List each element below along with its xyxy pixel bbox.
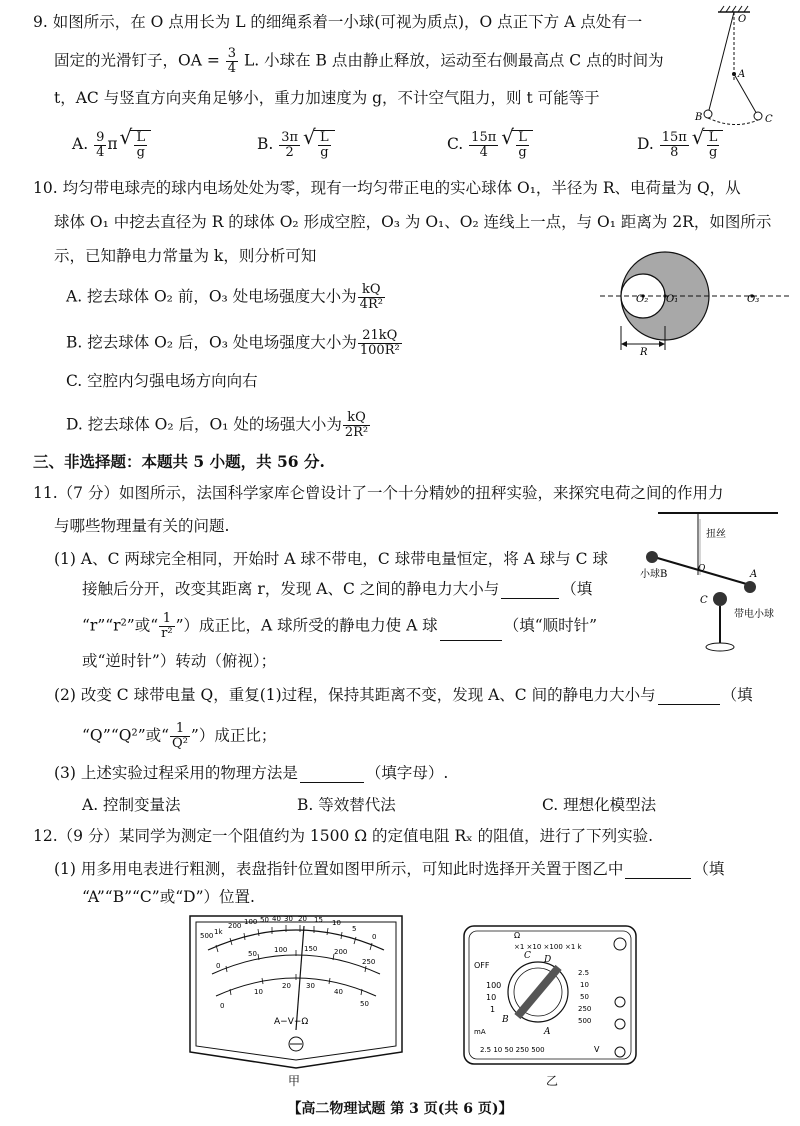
low-tick: 20 [282, 982, 291, 990]
q9-line3: t，AC 与竖直方向夹角足够小，重力加速度为 g，不计空气阻力，则 t 可能等于 [54, 89, 600, 107]
ohm-tick: 20 [298, 915, 307, 923]
option-text: B. 挖去球体 O₂ 后，O₃ 处电场强度大小为 [66, 333, 357, 352]
frac-num: 1 [159, 612, 174, 627]
label-a: A [738, 69, 746, 80]
frac-num: 15π [661, 129, 687, 145]
q10-line1: 10. 均匀带电球壳的球内电场处处为零，现有一均匀带正电的实心球体 O₁，半径为 R、电荷量为 Q，从 [33, 179, 741, 197]
q11-p1-line4: 或“逆时针”）转动（俯视）； [82, 652, 277, 670]
low-tick: 40 [334, 988, 343, 996]
jack-icon [615, 997, 625, 1007]
ohm-tick: 40 [272, 915, 281, 923]
q12-p1-line2: “A”“B”“C”或“D”）位置. [82, 888, 255, 906]
mid-tick: 0 [216, 962, 221, 970]
text: “r”“r²”或“ [82, 616, 159, 635]
selector-ohm: Ω [514, 931, 521, 940]
label-c: C [765, 114, 773, 125]
selector-a: A [544, 1027, 551, 1037]
q11-option-a: A. 控制变量法 [82, 796, 181, 814]
frac-den: r² [161, 626, 173, 641]
multimeter-selector-yi [460, 922, 640, 1070]
selector-right: 50 [580, 993, 589, 1001]
jack-icon [615, 1047, 625, 1057]
frac-den: 2 [285, 144, 294, 160]
frac-den: g [320, 145, 329, 160]
figure-label-yi: 乙 [546, 1074, 559, 1088]
answer-blank[interactable] [440, 624, 502, 641]
ohm-tick: 0 [372, 933, 377, 941]
mid-tick: 50 [248, 950, 257, 958]
selector-right: 500 [578, 1017, 592, 1025]
selector-v: V [594, 1045, 600, 1054]
option-label: B. [257, 135, 274, 153]
selector-ma: mA [474, 1028, 486, 1036]
mid-tick: 150 [304, 945, 318, 953]
selector-right: 250 [578, 1005, 592, 1013]
figure-label-jia: 甲 [288, 1074, 301, 1088]
q11-p1-line3 [82, 612, 597, 641]
label-r: R [640, 347, 648, 356]
frac-num: √ L [708, 130, 718, 145]
frac-num: 3 [227, 46, 237, 61]
sqrt-l-over-g [314, 130, 335, 160]
q9-option-d [637, 130, 723, 160]
q12-p1-line1 [54, 859, 724, 879]
frac-num: 21kQ [358, 329, 402, 344]
text: (1) 用多用电表进行粗测，表盘指针位置如图甲所示，可知此时选择开关置于图乙中 [54, 860, 624, 878]
mid-tick: 200 [334, 948, 348, 956]
selector-right: 2.5 [578, 969, 590, 977]
frac-den: g [518, 145, 527, 160]
text: （填 [693, 860, 725, 878]
text: （填 [721, 686, 753, 704]
text: （填 [561, 580, 593, 598]
frac-den: 100R² [359, 343, 400, 358]
ohm-tick: 15 [314, 916, 323, 924]
answer-blank[interactable] [658, 688, 720, 705]
q11-option-c: C. 理想化模型法 [542, 796, 657, 814]
selector-left-10: 10 [486, 993, 497, 1002]
selector-left-1: 1 [490, 1005, 496, 1014]
mid-tick: 100 [274, 946, 288, 954]
label-c: C [700, 595, 708, 606]
frac-num: kQ [358, 283, 385, 298]
sqrt-l-over-g [130, 130, 151, 160]
frac-den: g [136, 145, 145, 160]
jack-icon [614, 938, 626, 950]
q11-p1-line1: (1) A、C 两球完全相同，开始时 A 球不带电，C 球带电量恒定，将 A 球与 C 球 [54, 550, 608, 568]
frac-den: 4R² [359, 297, 383, 312]
ohm-tick: 30 [284, 915, 293, 923]
label-charged-ball: 带电小球 [734, 609, 774, 620]
frac-num: √ L [136, 130, 146, 145]
text: (2) 改变 C 球带电量 Q，重复(1)过程，保持其距离不变，发现 A、C 间的静电力大小与 [54, 686, 656, 704]
label-o3: O₃ [747, 294, 760, 305]
label-o: O [738, 14, 747, 25]
option-label: D. [637, 135, 654, 153]
ohm-tick: 500 [200, 932, 214, 940]
page-footer: 【高二物理试题 第 3 页(共 6 页)】 [287, 1101, 513, 1117]
selector-b: B [502, 1015, 509, 1025]
section-heading: 三、非选择题：本题共 5 小题，共 56 分. [33, 452, 325, 471]
frac-num: √ L [320, 130, 329, 145]
frac-num: √ L [518, 130, 527, 145]
q9-line2-tail: L. 小球在 B 点由静止释放，运动至右侧最高点 C 点的时间为 [243, 51, 664, 70]
frac-den: 4 [96, 144, 105, 160]
label-o1: O₁ [666, 294, 679, 305]
option-text: D. 挖去球体 O₂ 后，O₁ 处的场强大小为 [66, 415, 342, 434]
q10-line3: 示，已知静电力常量为 k，则分析可知 [54, 247, 317, 265]
text: （填字母）. [365, 764, 449, 782]
text: “Q”“Q²”或“ [82, 726, 170, 745]
frac-den: 8 [670, 144, 679, 160]
selector-bottom: 2.5 10 50 250 500 [480, 1046, 545, 1054]
mid-tick: 250 [362, 958, 376, 966]
selector-d: D [544, 955, 552, 965]
q11-p1-line2 [82, 579, 592, 599]
q9-option-b [257, 130, 335, 160]
ohm-tick: 10 [332, 919, 341, 927]
ohm-tick: 5 [352, 925, 357, 933]
low-tick: 0 [220, 1002, 225, 1010]
torsion-balance-diagram [638, 505, 783, 660]
q9-line2-text: 固定的光滑钉子，OA = [54, 51, 220, 70]
ohm-tick: 200 [228, 922, 242, 930]
multimeter-dial-jia [186, 912, 406, 1070]
q9-line2 [54, 47, 664, 76]
jack-icon [615, 1019, 625, 1029]
selector-off: OFF [474, 961, 490, 970]
q10-option-c: C. 空腔内匀强电场方向向右 [66, 372, 258, 390]
label-torsion-wire: 扭丝 [706, 529, 726, 540]
q10-option-d [66, 411, 371, 440]
label-o2: O₂ [636, 294, 649, 305]
low-tick: 10 [254, 988, 263, 996]
option-label: A. [72, 135, 89, 153]
option-label: C. [447, 135, 464, 153]
selector-ohm-ranges: ×1 ×10 ×100 ×1 k [514, 943, 582, 951]
selector-left-100: 100 [486, 981, 502, 990]
selector-right: 10 [580, 981, 589, 989]
selector-c: C [524, 951, 531, 961]
frac-den: 2R² [344, 425, 369, 440]
frac-num: kQ [343, 411, 370, 426]
q12-line1: 12.（9 分）某同学为测定一个阻值约为 1500 Ω 的定值电阻 Rₓ 的阻值，进行了下列实验. [33, 827, 654, 845]
text: 接触后分开，改变其距离 r，发现 A、C 之间的静电力大小与 [82, 580, 500, 598]
label-o: O [698, 564, 706, 574]
sqrt-l-over-g [703, 130, 724, 160]
frac-den: 4 [479, 144, 488, 160]
label-ball-b: 小球B [640, 569, 668, 580]
text: ”）成正比，A 球所受的静电力使 A 球 [175, 616, 438, 635]
sphere-cavity-diagram [600, 244, 790, 356]
q11-p2-line2 [82, 722, 276, 751]
q11-line1: 11.（7 分）如图所示，法国科学家库仑曾设计了一个十分精妙的扭秤实验，来探究电荷之间的作用力 [33, 484, 724, 502]
q9-line1: 9. 如图所示，在 O 点用长为 L 的细绳系着一小球(可视为质点)，O 点正下方 A 点处有一 [33, 13, 643, 31]
answer-blank[interactable] [501, 582, 559, 599]
q9-oa-fraction [226, 47, 238, 76]
low-tick: 30 [306, 982, 315, 990]
q11-option-b: B. 等效替代法 [297, 796, 396, 814]
sqrt-l-over-g [512, 130, 533, 160]
option-text: A. 挖去球体 O₂ 前，O₃ 处电场强度大小为 [66, 287, 357, 306]
frac-den: Q² [172, 736, 188, 751]
q9-option-a [72, 130, 151, 160]
meter-label: A−V−Ω [274, 1017, 309, 1027]
q11-line2: 与哪些物理量有关的问题. [54, 517, 230, 535]
text: (3) 上述实验过程采用的物理方法是 [54, 764, 298, 782]
q10-option-b [66, 329, 403, 358]
frac-num: 1 [170, 722, 190, 737]
label-b: B [695, 112, 703, 123]
low-tick: 50 [360, 1000, 369, 1008]
q10-option-a [66, 283, 386, 312]
frac-den: 4 [227, 61, 237, 76]
q11-p2-line1 [54, 685, 753, 705]
text: （填“顺时针” [503, 616, 598, 635]
q10-line2: 球体 O₁ 中挖去直径为 R 的球体 O₂ 形成空腔，O₃ 为 O₁、O₂ 连线上一点，与 O₁ 距离为 2R，如图所示 [54, 213, 772, 231]
frac-num: 3π [281, 129, 299, 145]
answer-blank[interactable] [300, 766, 364, 783]
label-a: A [750, 569, 758, 580]
pi-symbol: π [107, 135, 118, 153]
frac-den: g [708, 145, 718, 160]
ohm-tick: 50 [260, 916, 269, 924]
frac-num: 9 [96, 129, 105, 145]
pendulum-diagram [690, 2, 790, 132]
frac-num: 15π [471, 129, 497, 145]
q11-p3-line1 [54, 763, 448, 783]
ohm-tick: 100 [244, 918, 258, 926]
text: ”）成正比； [190, 726, 277, 745]
answer-blank[interactable] [625, 862, 691, 879]
q9-option-c [447, 130, 533, 160]
ohm-tick: 1k [214, 928, 223, 936]
